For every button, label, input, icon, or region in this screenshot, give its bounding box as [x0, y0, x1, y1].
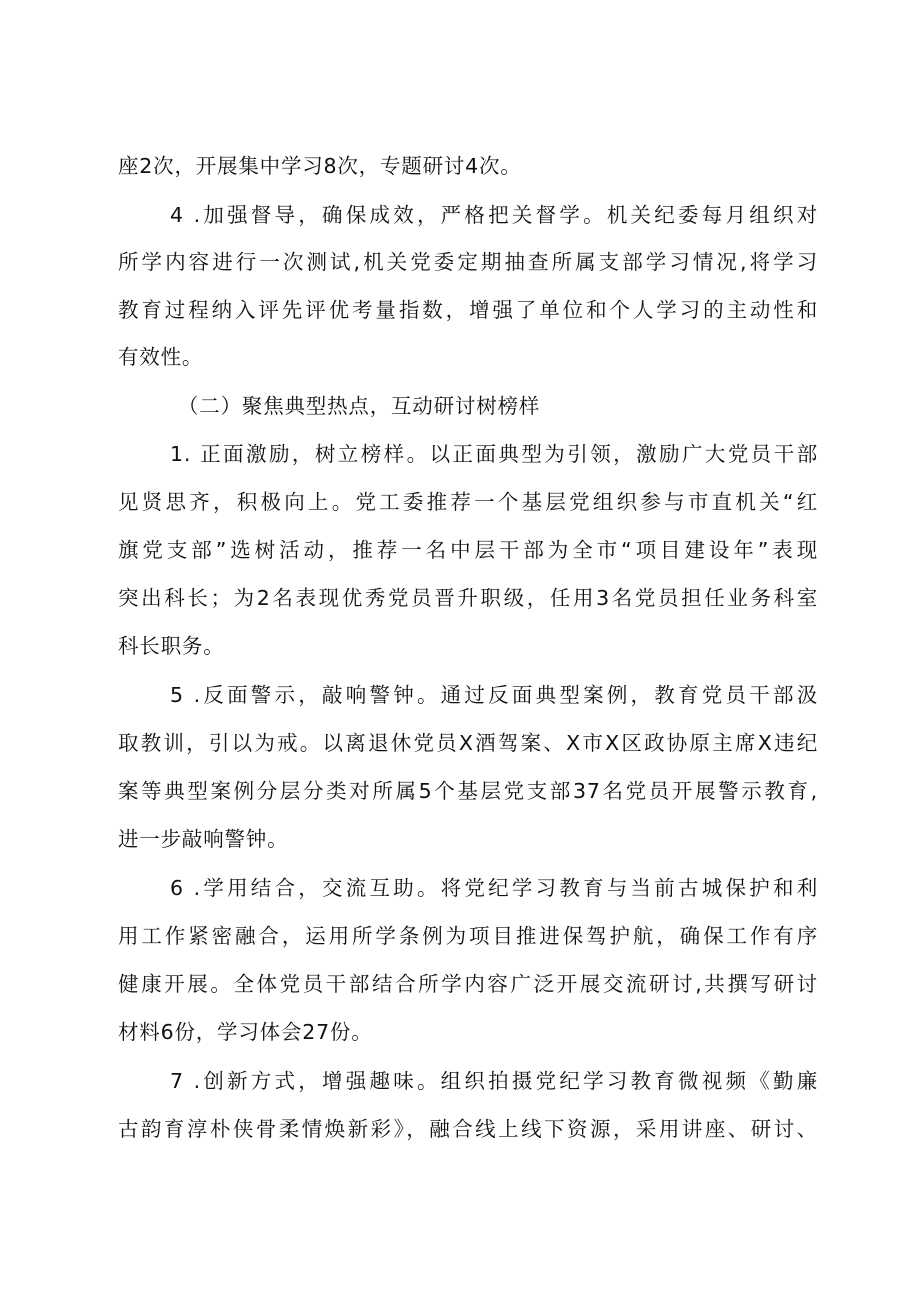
paragraph-line: 古韵育淳朴侠骨柔情焕新彩》，融合线上线下资源，采用讲座、研讨、: [118, 1117, 818, 1141]
paragraph-line: 科长职务。: [118, 634, 225, 658]
paragraph-line: 取教训，引以为戒。以离退休党员X酒驾案、X市X区政协原主席X违纪: [118, 731, 818, 755]
paragraph-line: 6 .学用结合，交流互助。将党纪学习教育与当前古城保护和利: [170, 876, 818, 900]
paragraph-line: 进一步敲响警钟。: [118, 827, 289, 851]
paragraph-line: 7 .创新方式，增强趣味。组织拍摄党纪学习教育微视频《勤廉: [170, 1069, 818, 1093]
paragraph-line: 有效性。: [118, 345, 204, 369]
paragraph-line: 用工作紧密融合，运用所学条例为项目推进保驾护航，确保工作有序: [118, 924, 818, 948]
paragraph-line: 案等典型案例分层分类对所属5个基层党支部37名党员开展警示教育,: [118, 779, 818, 803]
paragraph-line: 见贤思齐，积极向上。党工委推荐一个基层党组织参与市直机关“红: [118, 490, 818, 514]
paragraph-line: 材料6份，学习体会27份。: [118, 1020, 373, 1044]
paragraph-line: 5 .反面警示，敲响警钟。通过反面典型案例，教育党员干部汲: [170, 683, 818, 707]
section-heading: （二）聚焦典型热点，互动研讨树榜样: [178, 394, 541, 418]
paragraph-line: 1. 正面激励，树立榜样。以正面典型为引领，激励广大党员干部: [170, 442, 818, 466]
paragraph-line: 4 .加强督导，确保成效，严格把关督学。机关纪委每月组织对: [170, 203, 818, 227]
paragraph-line: 教育过程纳入评先评优考量指数，增强了单位和个人学习的主动性和: [118, 298, 818, 322]
paragraph-line: 所学内容进行一次测试,机关党委定期抽查所属支部学习情况,将学习: [118, 250, 818, 274]
paragraph-line: 健康开展。全体党员干部结合所学内容广泛开展交流研讨,共撰写研讨: [118, 972, 818, 996]
paragraph-line: 旗党支部”选树活动，推荐一名中层干部为全市“项目建设年”表现: [118, 538, 818, 562]
paragraph-line: 座2次，开展集中学习8次，专题研讨4次。: [118, 154, 522, 178]
paragraph-line: 突出科长；为2名表现优秀党员晋升职级，任用3名党员担任业务科室: [118, 586, 818, 610]
